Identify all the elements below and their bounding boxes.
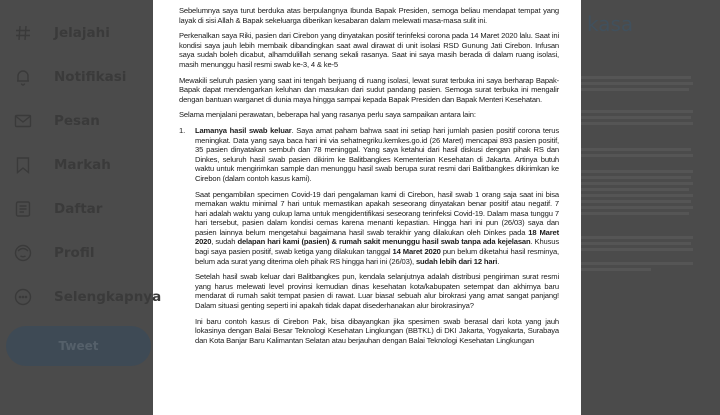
list-item-paragraph — [195, 126, 559, 184]
list-item — [179, 126, 559, 351]
blurred-text-line — [581, 148, 691, 151]
more-icon — [12, 286, 34, 308]
bold-emphasis: delapan hari kami (pasien) & rumah sakit menunggu hasil swab tanpa ada kejelasan — [237, 237, 531, 247]
bell-icon — [12, 66, 34, 88]
text-span: pun belum diketahui hasil resminya, belum ada surat yang diterima oleh pihak RS hingga hari ini (26/03), — [195, 247, 560, 266]
sidebar-item-notifikasi[interactable] — [12, 64, 126, 90]
sidebar-item-label: Markah — [54, 157, 111, 173]
blurred-text-line — [581, 82, 693, 85]
sidebar-item-jelajahi[interactable] — [12, 20, 110, 46]
background-panel — [581, 0, 720, 415]
sidebar-item-label: Daftar — [54, 201, 103, 217]
blurred-text-line — [581, 88, 689, 91]
list-item-title: Lamanya hasil swab keluar — [195, 125, 292, 135]
paragraph-condolence: Sebelumnya saya turut berduka atas berpulangnya Ibunda Bapak Presiden, semoga beliau mendapat tempat yang layak di sisi Allah & Bapak sekeluarga diberikan kesabaran dalam melewati masa-masa sulit ini. — [179, 6, 559, 25]
blurred-text-line — [581, 212, 689, 215]
list-item-paragraph: Setelah hasil swab keluar dari Balitbangkes pun, kendala selanjutnya adalah distribusi pengiriman surat resmi yang harus melewati level provinsi kemudian dinas kesehatan kota/kabupaten setempat dan akhirnya baru mendarat di rumah sakit tempat pasien di rawat. Luar biasa! sebuah alur birokrasi yang amat sangat panjang! Dalam situasi genting seperti ini apakah tidak dapat disederhanakan alur birokrasinya? — [195, 272, 559, 311]
document-body — [153, 0, 581, 351]
document-page — [153, 0, 581, 415]
paragraph-list-intro: Selama menjalani perawatan, beberapa hal yang rasanya perlu saya sampaikan antara lain: — [179, 110, 476, 120]
list-item-body — [195, 126, 559, 351]
text-span: . — [497, 256, 500, 266]
envelope-icon — [12, 110, 34, 132]
blurred-text-line — [581, 268, 651, 271]
blurred-text-line — [581, 262, 693, 265]
profile-icon — [12, 242, 34, 264]
list-item-paragraph — [195, 190, 559, 267]
bold-date: 18 Maret 2020 — [195, 227, 559, 247]
hashtag-icon — [12, 22, 34, 44]
sidebar-item-label: Pesan — [54, 113, 100, 129]
blurred-text-line — [581, 110, 693, 113]
blurred-text-line — [581, 122, 693, 125]
paragraph-introduction: Perkenalkan saya Riki, pasien dari Cirebon yang dinyatakan positif terinfeksi corona pada 14 Maret 2020 lalu. Saat ini kondisi saya jauh lebih membaik dibandingkan saat awal dirawat di unit isolasi RSD Gunung Jati Cirebon. Infusan saya sudah boleh dicabut, alhamdulillah senang sekali rasanya. Saat ini saya masih berada di dalam ruang isolasi, masih menunggu hasil resmi swab ke-3, 4 & ke-5 — [179, 31, 559, 69]
blurred-text-line — [581, 116, 691, 119]
sidebar-item-profil[interactable] — [12, 240, 94, 266]
list-item-text: . Saya amat paham bahwa saat ini setiap hari jumlah pasien positif corona terus meningkat. Data yang saya baca hari ini via sehatnegriku.kemkes.go.id (26 Maret) mencapai 893 pasien positif, 35 pasien dinyatakan sembuh dan 78 meninggal. Yang saya ketahui dari hasil diskusi dengan pihak RS dan Dinkes, seluruh hasil swab pasien dikirim ke Balitbangkes Kementerian Kesehatan di Jakarta. Artinya butuh waktu untuk mengirimkan sample dan menunggu hasil swab berupa surat resmi dari Balitbangkes dikirimkan ke Cirebon (dalam contoh kasus kami). — [195, 125, 559, 183]
blurred-text-line — [581, 176, 691, 179]
sidebar-item-label: Jelajahi — [54, 25, 110, 41]
blurred-text-line — [581, 194, 693, 197]
blurred-text-line — [581, 76, 691, 79]
list-item-number: 1. — [179, 125, 186, 135]
sidebar-item-pesan[interactable] — [12, 108, 100, 134]
paragraph-purpose: Mewakili seluruh pasien yang saat ini tengah berjuang di ruang isolasi, lewat surat terbuka ini saya berharap Bapak-Bapak dapat mendengarkan keluhan dan masukan dari sudut pandang pasien. Semoga surat terbuka ini mengalir dengan bantuan warganet di dunia maya hingga sampai kepada Bapak Presiden dan Bapak Menteri Kesehatan. — [179, 75, 559, 104]
sidebar-item-label: Profil — [54, 245, 95, 261]
blurred-text-line — [581, 242, 691, 245]
bookmark-icon — [12, 154, 34, 176]
text-span: Saat pengambilan specimen Covid-19 dari pengalaman kami di Cirebon, hasil swab 1 orang saja saat ini bisa memakan waktu minimal 7 hari untuk memastikan apakah seseorang dinyatakan benar positif atau negatif. 7 hari adalah waktu yang cukup lama untuk mengidentifikasi seseorang terinfeksi Covid-19. Dalam masa tunggu 7 hari tersebut, pasien dalam kondisi cemas karena menanti kepastian. Hingga hari ini pun (26/03) saya dan pasien lainnya belum mengetahui bagaimana hasil swab terakhir yang dilakukan oleh Dinkes pada — [195, 189, 559, 237]
text-span: , sudah — [211, 237, 238, 247]
sidebar-item-daftar[interactable] — [12, 196, 102, 222]
sidebar-item-label: Selengkapnya — [54, 289, 162, 305]
blurred-text-line — [581, 188, 689, 191]
blurred-text-line — [581, 170, 693, 173]
blurred-text-line — [581, 154, 693, 157]
list-icon — [12, 198, 34, 220]
bold-date: 14 Maret 2020 — [392, 247, 441, 257]
blurred-text-line — [581, 206, 693, 209]
text-span: . Khusus bagi saya pasien positif, swab ketiga yang dilakukan tanggal — [195, 237, 559, 257]
bold-emphasis: sudah lebih dari 12 hari — [415, 256, 498, 266]
sidebar-item-markah[interactable] — [12, 152, 111, 178]
sidebar-item-label: Notifikasi — [54, 69, 127, 85]
blurred-text-line — [581, 182, 693, 185]
tweet-button[interactable]: Tweet — [6, 326, 151, 366]
blurred-text-line — [581, 200, 691, 203]
sidebar-item-selengkapnya[interactable] — [12, 284, 161, 310]
background-title-fragment: kasa — [587, 12, 634, 36]
blurred-text-line — [581, 248, 693, 251]
list-item-paragraph: Ini baru contoh kasus di Cirebon Pak, bisa dibayangkan jika spesimen swab berasal dari kota yang jauh lokasinya dengan Balai Besar Teknologi Kesehatan Lingkungan (BBTKL) di DKI Jakarta, Yogyakarta, Surabaya dan Kota Banjar Baru Kalimantan Selatan atau berjauhan dengan Balai Teknologi Kesehatan Lingkungan — [195, 316, 559, 345]
blurred-text-line — [581, 236, 693, 239]
sidebar-nav — [0, 0, 162, 415]
